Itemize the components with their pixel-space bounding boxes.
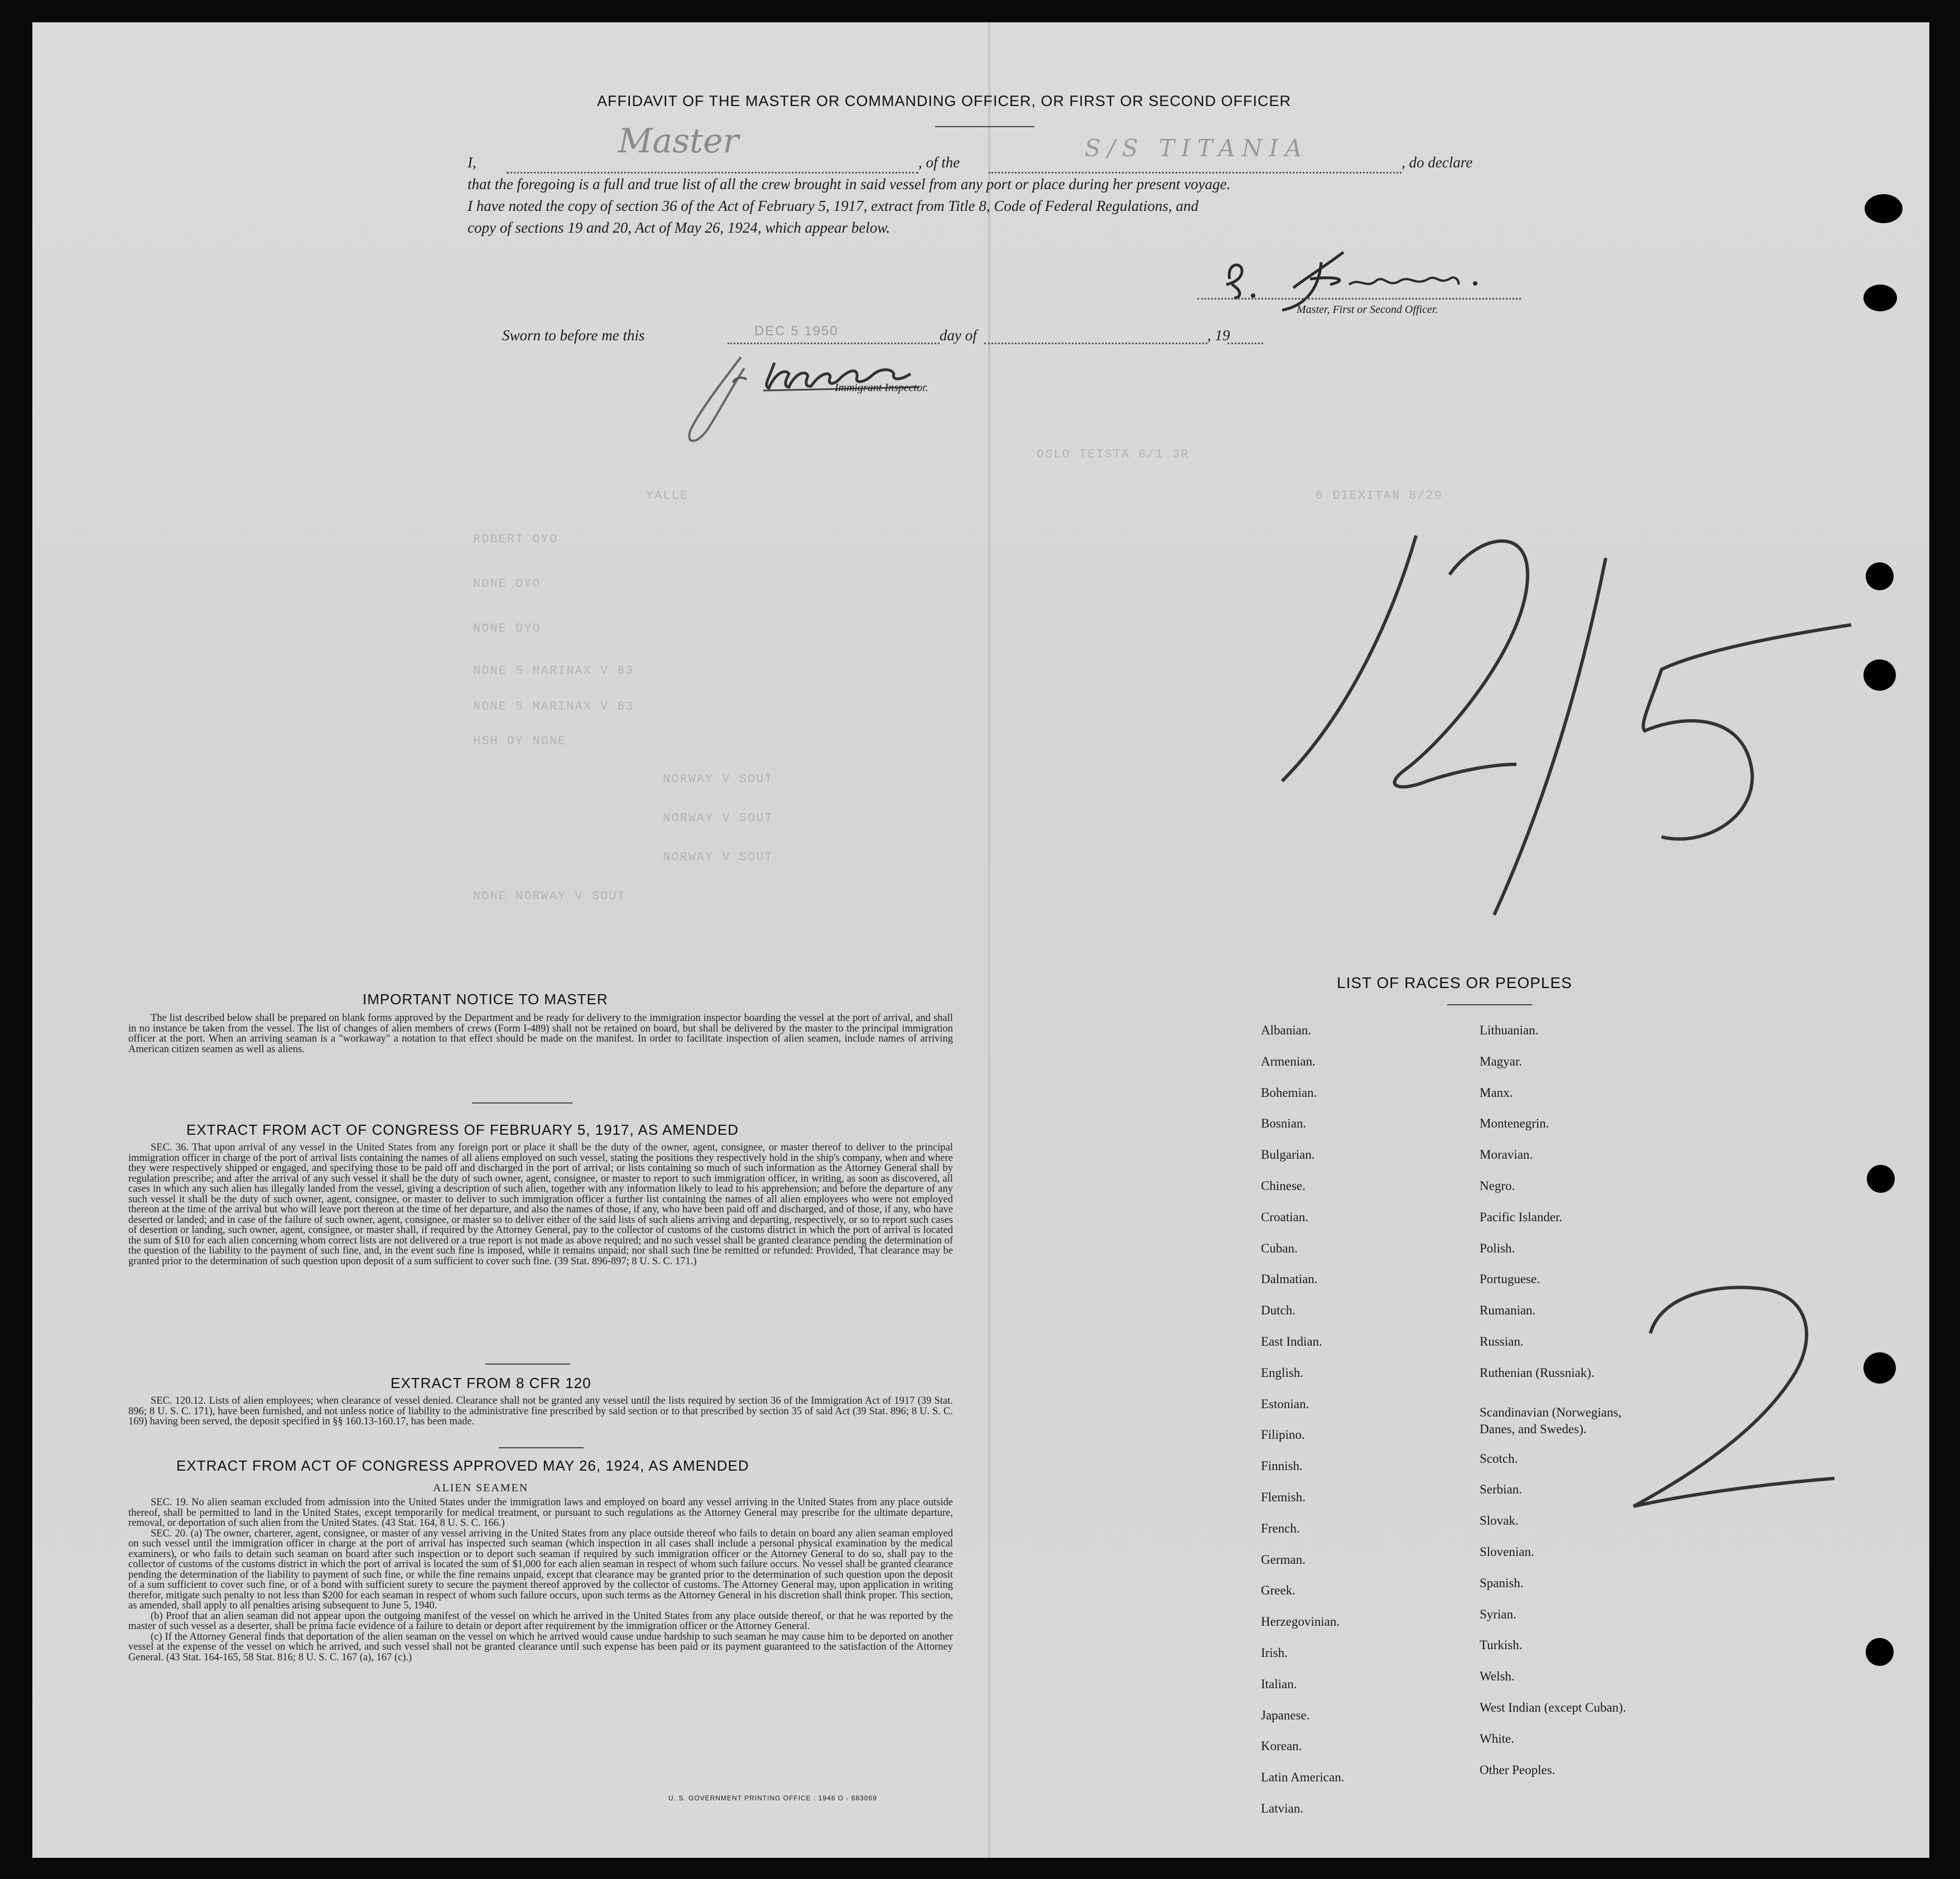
extract-cfr-text — [128, 1396, 953, 1427]
declaration-of: , of the — [918, 154, 960, 171]
ghost-row: ROBERT OYO — [473, 532, 558, 546]
race-item: Slovenian. — [1480, 1545, 1534, 1559]
race-item: French. — [1261, 1521, 1300, 1535]
race-item: Filipino. — [1261, 1428, 1305, 1442]
sworn-date-field — [728, 326, 940, 344]
race-item: Lithuanian. — [1480, 1023, 1539, 1037]
month-field — [984, 326, 1207, 344]
punch-hole — [1866, 1638, 1894, 1666]
punch-hole — [1867, 1165, 1895, 1193]
notice-text — [128, 1013, 953, 1054]
declaration-line-4: copy of sections 19 and 20, Act of May 26, 1924, which appear below. — [468, 219, 890, 236]
race-item: Turkish. — [1480, 1638, 1523, 1652]
ghost-row: OSLO TEISTA 8/1 3R — [1037, 447, 1190, 461]
declaration-line-1 — [468, 122, 1569, 174]
race-item: Japanese. — [1261, 1708, 1310, 1722]
year-field — [1227, 326, 1263, 344]
declaration-declare: , do declare — [1402, 154, 1473, 171]
race-item: Bohemian. — [1261, 1085, 1317, 1100]
officer-name-field — [507, 122, 918, 174]
race-item: Irish. — [1261, 1646, 1288, 1660]
race-item: Korean. — [1261, 1739, 1302, 1753]
master-caption: Master, First or Second Officer. — [1297, 303, 1438, 316]
notice-heading: IMPORTANT NOTICE TO MASTER — [363, 991, 608, 1008]
extract-1924-paragraph: (c) If the Attorney General finds that deportation of the alien seaman on the vessel on which he arrived would cause undue hardship to such seaman he may cause him to be deported on another vessel at the expense of the vessel on which he arrived, and such vessel shall not be granted clearance until such expense has been paid or its payment guaranteed to the satisfaction of the Attorney General. (43 Stat. 164-165, 58 Stat. 816; 8 U. S. C. 167 (a), 167 (c).) — [128, 1631, 953, 1663]
race-item: Danes, and Swedes). — [1480, 1422, 1587, 1436]
race-item: Rumanian. — [1480, 1303, 1536, 1318]
divider — [499, 1447, 584, 1448]
extract-1924-paragraph: SEC. 19. No alien seaman excluded from admission into the United States under the immigration laws and employed on board any vessel arriving in the United States from any place outside thereof, shall be permitted to land in the United States, except temporarily for medical treatment, or pursuant to such regulations as the Attorney General may prescribe for the ultimate departure, removal, or deportation of such alien from the United States. (43 Stat. 164, 8 U. S. C. 166.) — [128, 1497, 953, 1529]
race-item: Italian. — [1261, 1676, 1297, 1691]
vessel-name-field — [989, 134, 1402, 174]
punch-hole — [1865, 194, 1903, 223]
affidavit-title: AFFIDAVIT OF THE MASTER OR COMMANDING OFFICER, OR FIRST OR SECOND OFFICER — [597, 93, 1292, 109]
printer-imprint: U. S. GOVERNMENT PRINTING OFFICE : 1946 O - 683069 — [668, 1794, 877, 1802]
inspector-signature — [680, 346, 992, 457]
ghost-row: NONE 5 MARINAX V 83 — [473, 700, 634, 714]
alien-seamen-subheading: ALIEN SEAMEN — [433, 1482, 529, 1494]
race-item: Cuban. — [1261, 1241, 1298, 1255]
declaration-line-2: that the foregoing is a full and true list of all the crew brought in said vessel from any port or place during her present voyage. — [468, 176, 1231, 192]
ghost-row: NORWAY V SOUT — [663, 850, 773, 864]
ghost-row: NONE NORWAY V SOUT — [473, 889, 626, 903]
divider — [1447, 1004, 1532, 1005]
punch-hole — [1863, 1352, 1896, 1384]
race-item: Bosnian. — [1261, 1116, 1307, 1131]
extract-cfr-paragraph: SEC. 120.12. Lists of alien employees; when clearance of vessel denied. Clearance shall not be granted any vessel until the lists required by section 36 of the Immigration Act of 1917 (39 Stat. 896; 8 U. S. C. 171), have been furnished, and not unless notice of liability to the administrative fine prescribed by said section or to that prescribed by section 35 of said Act (39 Stat. 896; 8 U. S. C. 169) having been served, the deposit specified in §§ 160.13-160.17, has been made. — [128, 1395, 953, 1427]
race-item: English. — [1261, 1365, 1304, 1380]
ghost-row: NORWAY V SOUT — [663, 811, 773, 825]
extract-1917-text — [128, 1143, 953, 1266]
race-item: White. — [1480, 1731, 1514, 1746]
race-item: Dalmatian. — [1261, 1272, 1318, 1287]
handwritten-2 — [1617, 1261, 1862, 1540]
race-item: Welsh. — [1480, 1669, 1515, 1684]
document-page — [32, 22, 1929, 1858]
race-item: Estonian. — [1261, 1396, 1309, 1411]
race-item: Polish. — [1480, 1241, 1515, 1255]
declaration-i: I, — [468, 154, 476, 171]
race-item: Ruthenian (Russniak). — [1480, 1365, 1595, 1380]
ghost-row: NORWAY V SOUT — [663, 772, 773, 786]
race-item: Scandinavian (Norwegians, — [1480, 1405, 1622, 1419]
race-item: Magyar. — [1480, 1054, 1523, 1068]
punch-hole — [1863, 285, 1897, 311]
race-item: East Indian. — [1261, 1334, 1322, 1348]
handwritten-12-5 — [1237, 502, 1907, 948]
race-item: Bulgarian. — [1261, 1148, 1315, 1162]
notice-paragraph: The list described below shall be prepared on blank forms approved by the Department and be ready for delivery to the immigration inspector boarding the vessel at the port of arrival, and shall in no instance be taken from the vessel. The list of changes of alien members of crews (Form I-489) shall not be retained on board, but shall be delivered by the master to the principal immigration officer at the port. When an arriving seaman is a "workaway" a notation to that effect should be made on the manifest. In order to facilitate inspection of alien seamen, include names of arriving American citizen seamen as well as aliens. — [128, 1013, 953, 1055]
ghost-row: 6 DIEXITAN 8/29 — [1316, 489, 1443, 503]
race-item: Syrian. — [1480, 1607, 1516, 1621]
races-heading: LIST OF RACES OR PEOPLES — [1337, 974, 1572, 991]
extract-cfr-heading: EXTRACT FROM 8 CFR 120 — [391, 1375, 591, 1391]
race-item: Moravian. — [1480, 1148, 1533, 1162]
race-item: Negro. — [1480, 1179, 1515, 1193]
extract-1917-heading: EXTRACT FROM ACT OF CONGRESS OF FEBRUARY 5, 1917, AS AMENDED — [186, 1121, 739, 1138]
extract-1924-paragraph: (b) Proof that an alien seaman did not appear upon the outgoing manifest of the vessel on which he arrived in the United States from any place outside thereof, or that he was reported by the master of such vessel as a deserter, shall be prima facie evidence of a failure to detain or deport after requirement by the immigration officer or the Attorney General. — [128, 1610, 953, 1632]
extract-1917-paragraph: SEC. 36. That upon arrival of any vessel in the United States from any foreign port or place it shall be the duty of the owner, agent, consignee, or master thereof to deliver to the principal immigration officer in charge of the port of arrival lists containing the names of all aliens employed on such vessel, stating the positions they respectively hold in the ship's company, when and where they were respectively shipped or engaged, and specifying those to be paid off and discharged in the port of arrival; or lists containing so much of such information as the Attorney General shall by regulation prescribe; and after the arrival of any such vessel it shall be the duty of such owner, agent, consignee, or master to report to such immigration officer, in writing, as soon as discovered, all cases in which any such alien has illegally landed from the vessel, giving a description of such alien, together with any information likely to lead to his apprehension; and before the departure of any such vessel it shall be the duty of such owner, agent, consignee, or master to deliver to such immigration officer a further list containing the names of all alien employees who were not employed thereon at the time of the arrival but who will leave port thereon at the time of her departure, and also the names of those, if any, who have been paid off and discharged, and of those, if any, who have deserted or landed; and in case of the failure of such owner, agent, consignee, or master so to deliver either of the said lists of such aliens arriving and departing, respectively, or so to report such cases of desertion or landing, such owner, agent, consignee, or master shall, if required by the Attorney General, pay to the collector of customs of the customs district in which the port of arrival is located the sum of $10 for each alien concerning whom correct lists are not delivered or a true report is not made as above required; and no such vessel shall be granted clearance pending the determination of the question of the liability to the payment of such fine, and, in the event such fine is imposed, while it remains unpaid; nor shall such fine be remitted or refunded: Provided, That clearance may be granted prior to the determination of such question upon deposit of a sum sufficient to cover such fine. (39 Stat. 896-897; 8 U. S. C. 171.) — [128, 1142, 953, 1267]
page-fold — [988, 22, 990, 1858]
declaration-line-3: I have noted the copy of section 36 of the Act of February 5, 1917, extract from Title 8, Code of Federal Regulations, and — [468, 197, 1199, 214]
declaration — [468, 122, 1569, 239]
vessel-name-handwriting: S/S TITANIA — [1085, 134, 1309, 162]
sworn-line — [502, 326, 1263, 344]
race-item: Herzegovinian. — [1261, 1615, 1340, 1629]
inspector-caption: Immigrant Inspector. — [835, 382, 928, 394]
race-item: Manx. — [1480, 1085, 1513, 1100]
race-item: Chinese. — [1261, 1179, 1306, 1193]
ghost-row: NONE 5 MARINAX V 83 — [473, 664, 634, 678]
year-prefix: , 19 — [1207, 327, 1230, 344]
race-item: Slovak. — [1480, 1514, 1519, 1528]
race-item: Scotch. — [1480, 1451, 1518, 1466]
signature-line — [1197, 297, 1521, 300]
extract-1924-paragraph: SEC. 20. (a) The owner, charterer, agent, consignee, or master of any vessel arriving in the United States from any place outside thereof who fails to detain on board any alien seaman employed on such vessel until the immigration officer in charge at the port of arrival has inspected such seaman (which inspection in all cases shall include a personal physical examination by the medical examiners), or who fails to detain such seaman on board after such inspection or to deport such seaman if required by such immigration officer or the Attorney General to do so, shall pay to the collector of customs of the customs district in which the port of arrival is located the sum of $1,000 for each alien seaman in respect of whom such failure occurs. No vessel shall be granted clearance pending the determination of the liability to payment of such fine, or while the fine remains unpaid, except that clearance may be granted prior to the determination of such question upon the deposit of a sum sufficient to cover such fine, or of a bond with sufficient surety to secure the payment thereof approved by the collector of customs. The Attorney General may, upon application in writing therefor, mitigate such penalty to not less than $200 for each seaman in respect of whom such failure occurs, upon such terms as the Attorney General in his discretion shall think proper. This section, as amended, shall apply to all penalties arising subsequent to June 5, 1940. — [128, 1528, 953, 1611]
master-signature — [1210, 240, 1500, 312]
race-item: German. — [1261, 1552, 1306, 1567]
race-item: Montenegrin. — [1480, 1116, 1549, 1131]
race-item: Greek. — [1261, 1583, 1296, 1598]
ghost-row: NONE OYO — [473, 577, 541, 591]
divider — [472, 1102, 572, 1104]
race-item: Albanian. — [1261, 1023, 1312, 1037]
race-item: Latin American. — [1261, 1770, 1345, 1785]
race-item: West Indian (except Cuban). — [1480, 1700, 1626, 1714]
race-item: Serbian. — [1480, 1482, 1523, 1497]
race-item: Portuguese. — [1480, 1272, 1540, 1287]
race-item: Dutch. — [1261, 1303, 1296, 1318]
race-item: Croatian. — [1261, 1210, 1308, 1224]
race-item: Russian. — [1480, 1334, 1524, 1348]
race-item: Pacific Islander. — [1480, 1210, 1563, 1224]
officer-name-handwriting: Master — [618, 122, 739, 161]
race-item: Other Peoples. — [1480, 1762, 1556, 1777]
sworn-label: Sworn to before me this — [502, 327, 645, 344]
race-item: Finnish. — [1261, 1459, 1303, 1473]
ghost-row: HSH OY NONE — [473, 734, 567, 748]
race-item: Spanish. — [1480, 1576, 1524, 1590]
day-of-label: day of — [940, 327, 977, 344]
divider — [935, 126, 1034, 127]
extract-1924-heading: EXTRACT FROM ACT OF CONGRESS APPROVED MAY 26, 1924, AS AMENDED — [176, 1457, 749, 1474]
date-stamp: DEC 5 1950 — [754, 324, 839, 339]
extract-1924-text — [128, 1497, 953, 1663]
race-item: Flemish. — [1261, 1490, 1306, 1504]
ghost-row: NONE OYO — [473, 621, 541, 635]
ghost-row: YALLE — [646, 489, 689, 503]
race-item: Latvian. — [1261, 1801, 1303, 1815]
divider — [485, 1364, 570, 1365]
race-item: Armenian. — [1261, 1054, 1316, 1068]
